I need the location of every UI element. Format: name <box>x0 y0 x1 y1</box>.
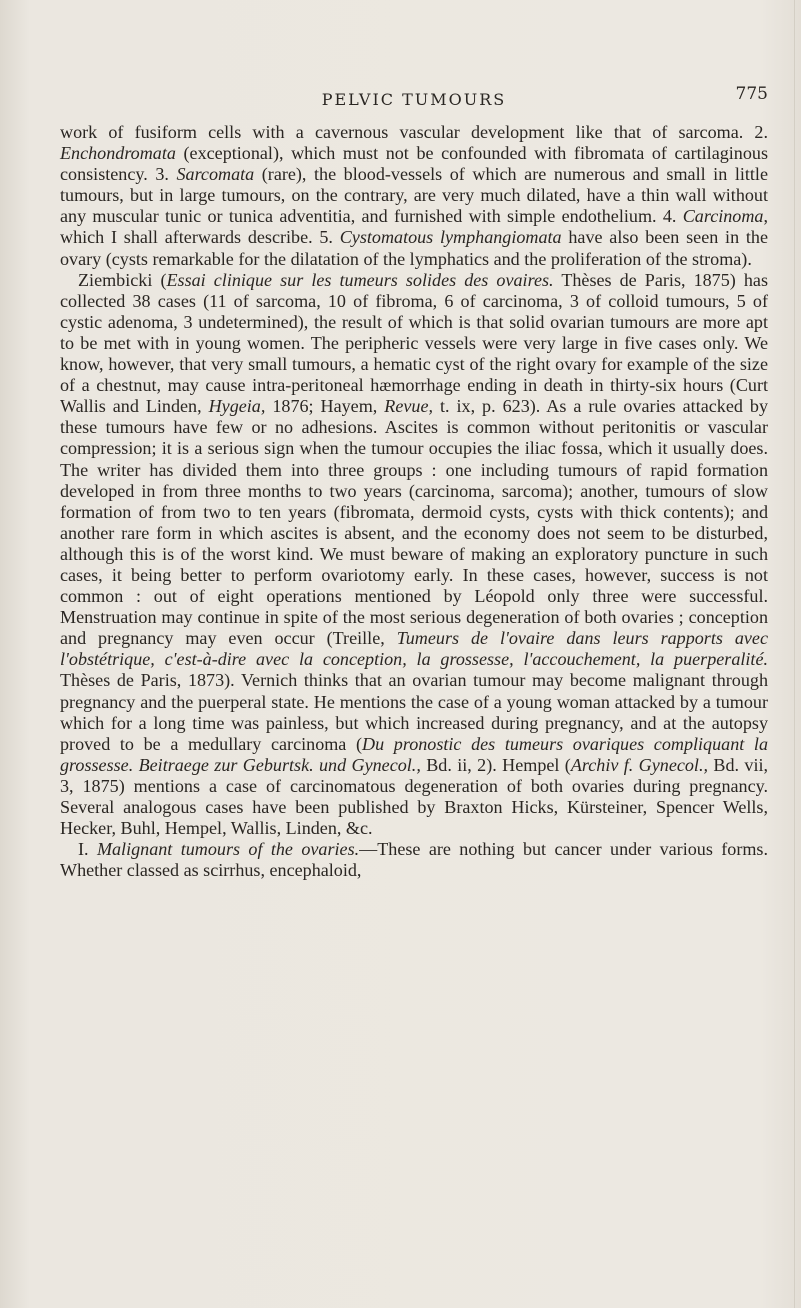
text-run: —These are nothing but cancer under various forms. Whether classed as scirrhus, encephaloid, <box>60 839 768 881</box>
text-run: Ziembicki ( <box>78 269 167 290</box>
body-text <box>60 122 768 881</box>
italic-text-run: Du pronostic des tumeurs ovariques compliquant la grossesse. Beitraege zur Geburtsk. und Gynecol., <box>60 733 768 775</box>
italic-text-run: Tumeurs de l'ovaire dans leurs rapports avec l'obstétrique, c'est-à-dire avec la conception, la grossesse, l'accouchement, la puerperalité. <box>60 628 768 670</box>
italic-text-run: Cystomatous lymphangiomata <box>339 227 562 248</box>
running-head: PELVIC TUMOURS <box>321 90 507 109</box>
page-number: 775 <box>735 84 768 104</box>
italic-text-run: Revue, <box>384 396 433 417</box>
paragraph-ziembicki <box>60 270 768 840</box>
page-edge-shadow <box>794 0 795 1308</box>
text-run: , which I shall afterwards describe. 5. <box>60 206 768 248</box>
text-run: work of fusiform cells with a cavernous vascular development like that of sarcoma. 2. <box>60 122 768 142</box>
italic-text-run: Archiv f. Gynecol., <box>570 754 709 775</box>
paragraph-continued-list <box>60 122 768 270</box>
text-run: Bd. vii, 3, 1875) mentions a case of carcinomatous degeneration of both ovaries during pregnancy. Several analogous cases have been published by Braxton Hicks, Kürsteiner, Spencer Wells, Hecker, Buhl, Hempel, Wallis, Linden, &c. <box>60 754 769 839</box>
text-run: (rare), the blood-vessels of which are numerous and small in little tumours, but in large tumours, on the contrary, are very much dilated, have a thin wall without any muscular tunic or tunica adventitia, and furnished with simple endothelium. 4. <box>60 164 768 227</box>
text-run: 1876; Hayem, <box>265 396 385 417</box>
italic-text-run: Enchondromata <box>60 143 176 164</box>
italic-text-run: Malignant tumours of the ovaries. <box>96 839 360 860</box>
italic-text-run: Hygeia, <box>208 396 266 417</box>
page-header <box>60 84 768 110</box>
text-run: have also been seen in the ovary (cysts remarkable for the dilatation of the lymphatics and the proliferation of the stroma). <box>60 227 768 269</box>
text-run: t. ix, p. 623). As a rule ovaries attacked by these tumours have few or no adhesions. Ascites is common without peritonitis or vascular compression; it is a serious sign when the tumour occupies the iliac fossa, which it usually does. The writer has divided them into three groups : one including tumours of rapid formation developed in from three months to two years (carcinoma, sarcoma); another, tumours of slow formation of from two to ten years (fibromata, dermoid cysts, cysts with thick contents); and another rare form in which ascites is absent, and the economy does not seem to be disturbed, although this is of the worst kind. We must beware of making an exploratory puncture in such cases, it being better to perform ovariotomy early. In these cases, however, success is not common : out of eight operations mentioned by Léopold only three were successful. Menstruation may continue in spite of the most serious degeneration of both ovaries ; conception and pregnancy may even occur (Treille, <box>60 396 768 649</box>
text-run: (exceptional), which must not be confounded with fibromata of cartilaginous consistency. 3. <box>60 143 768 185</box>
italic-text-run: Carcinoma <box>682 206 764 227</box>
italic-text-run: Sarcomata <box>176 164 255 185</box>
paragraph-malignant-tumours <box>60 839 768 881</box>
text-run: Thèses de Paris, 1875) has collected 38 cases (11 of sarcoma, 10 of fibroma, 6 of carcinoma, 3 of colloid tumours, 5 of cystic adenoma, 3 undetermined), the result of which is that solid ovarian tumours are more apt to be met with in young women. The peripheric vessels were very large in five cases only. We know, however, that very small tumours, a hematic cyst of the right ovary for example of the size of a chestnut, may cause intra-peritoneal hæmorrhage ending in death in thirty-six hours (Curt Wallis and Linden, <box>60 269 768 417</box>
text-run: Thèses de Paris, 1873). Vernich thinks that an ovarian tumour may become malignant through pregnancy and the puerperal state. He mentions the case of a young woman attacked by a tumour which for a long time was painless, but which increased during pregnancy, and at the autopsy proved to be a medullary carcinoma ( <box>60 670 768 754</box>
text-run: I. <box>78 839 97 860</box>
italic-text-run: Essai clinique sur les tumeurs solides des ovaires. <box>166 269 554 290</box>
text-run: Bd. ii, 2). Hempel ( <box>420 754 571 775</box>
